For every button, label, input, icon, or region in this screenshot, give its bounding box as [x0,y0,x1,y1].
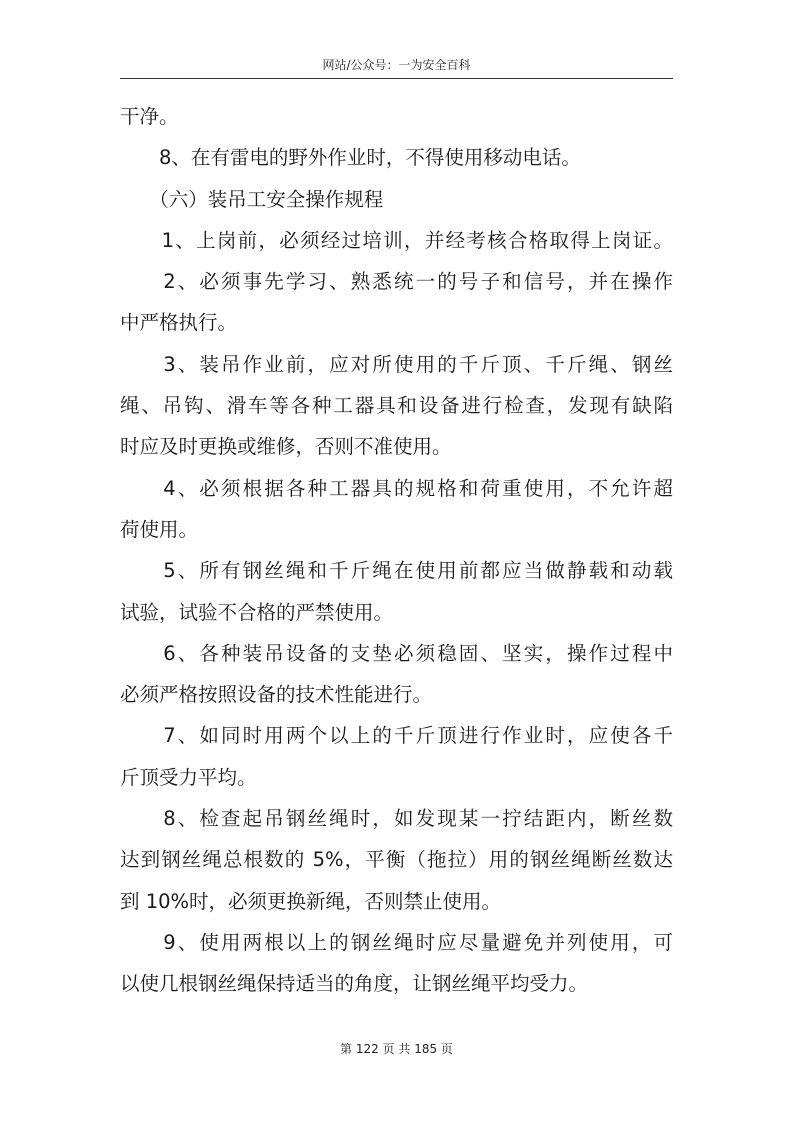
text-line: 6、各种装吊设备的支垫必须稳固、坚实，操作过程中 [120,641,673,665]
text-line: 1、上岗前，必须经过培训，并经考核合格取得上岗证。 [120,228,673,252]
text-line: 斤顶受力平均。 [120,765,257,789]
header-text: 网站/公众号：一为安全百科 [322,58,471,72]
text-line: 干净。 [120,105,179,128]
text-line: 9、使用两根以上的钢丝绳时应尽量避免并列使用，可 [120,930,673,954]
text-line: 4、必须根据各种工器具的规格和荷重使用，不允许超 [120,476,673,500]
text-line: 2、必须事先学习、熟悉统一的号子和信号，并在操作 [120,270,673,294]
text-line: 到 10%时，必须更换新绳，否则禁止使用。 [120,889,502,913]
text-line: 5、所有钢丝绳和千斤绳在使用前都应当做静载和动载 [120,559,673,583]
page-header [120,52,673,79]
text-line: 荷使用。 [120,517,199,541]
page-footer [0,1040,793,1057]
text-line: 3、装吊作业前，应对所使用的千斤顶、千斤绳、钢丝 [120,352,673,376]
text-line: 8、在有雷电的野外作业时，不得使用移动电话。 [120,146,581,170]
text-line: 绳、吊钩、滑车等各种工器具和设备进行检查，发现有缺陷 [120,394,673,418]
text-line: 8、检查起吊钢丝绳时，如发现某一拧结距内，断丝数 [120,807,673,831]
text-line: 中严格执行。 [120,311,238,335]
text-line: 试验，试验不合格的严禁使用。 [120,600,394,624]
text-line: 达到钢丝绳总根数的 5%，平衡（拖拉）用的钢丝绳断丝数达 [120,848,673,872]
text-line: 必须严格按照设备的技术性能进行。 [120,683,433,707]
text-line: 以使几根钢丝绳保持适当的角度，让钢丝绳平均受力。 [120,972,589,996]
page-number: 第 122 页 共 185 页 [340,1042,453,1056]
text-line: 7、如同时用两个以上的千斤顶进行作业时，应使各千 [120,724,673,748]
text-line: 时应及时更换或维修，否则不准使用。 [120,435,452,459]
document-body [120,96,673,1005]
text-line: （六）装吊工安全操作规程 [120,187,384,211]
